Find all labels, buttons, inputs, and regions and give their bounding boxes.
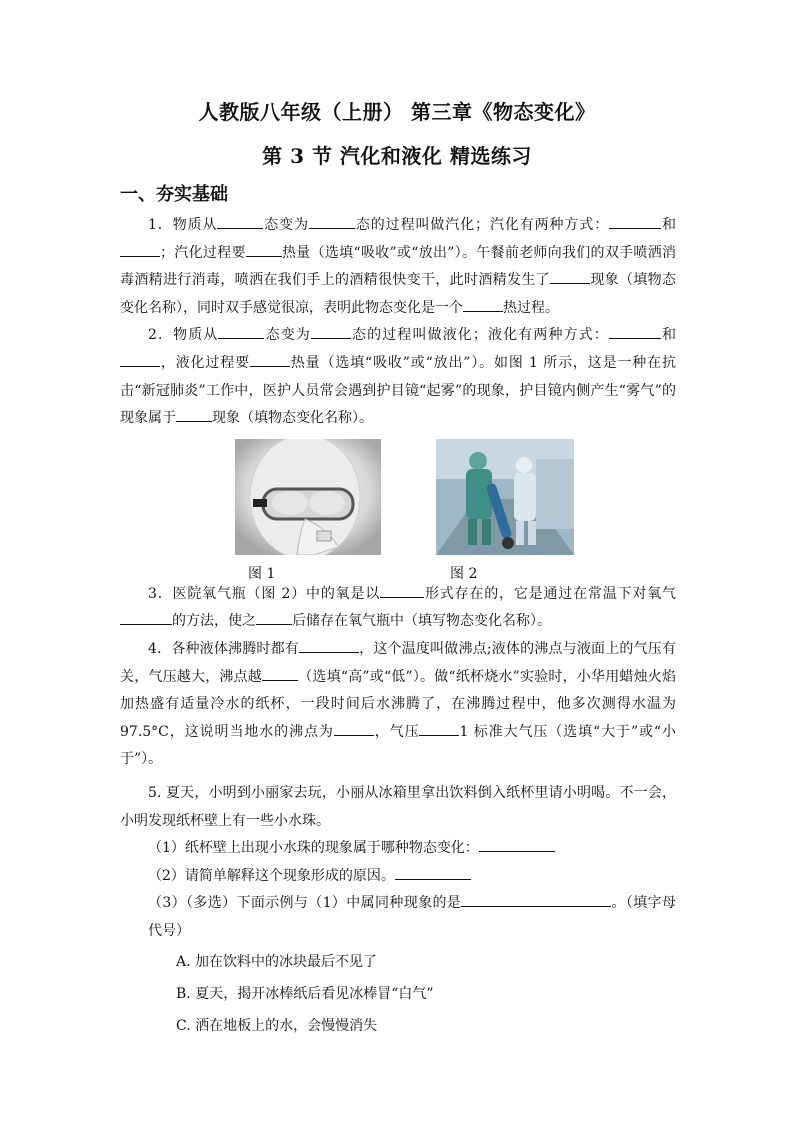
answer-blank[interactable] xyxy=(550,268,590,284)
question-body xyxy=(120,212,676,1040)
figure-1-goggles-image xyxy=(235,439,381,555)
q1-text: 热过程。 xyxy=(503,299,559,316)
q4-text: ，这个温度叫做沸点;液体的沸点与液面上的气压有关，气压越大，沸点越 xyxy=(120,640,676,685)
q3-text: 的方法，使之 xyxy=(172,613,256,630)
option-a: A. 加在饮料中的冰块最后不见了 xyxy=(176,954,378,971)
answer-blank[interactable] xyxy=(217,213,263,229)
answer-blank[interactable] xyxy=(334,720,374,736)
q1-text: 和 xyxy=(661,217,677,233)
answer-blank[interactable] xyxy=(609,323,661,339)
page-title: 人教版八年级（上册） 第三章《物态变化》 xyxy=(198,100,596,124)
answer-blank[interactable] xyxy=(218,323,264,339)
q2-text: 态变为 xyxy=(264,327,311,344)
question-2 xyxy=(120,322,676,432)
question-5-part-1 xyxy=(120,835,676,863)
question-4 xyxy=(120,636,676,774)
answer-blank[interactable] xyxy=(311,323,351,339)
answer-blank[interactable] xyxy=(395,864,471,880)
q3-text: 后储存在氧气瓶中（填写物态变化名称）。 xyxy=(292,613,551,630)
answer-blank[interactable] xyxy=(609,213,661,229)
q1-text: 现象（填物态变化名称），同时双手感觉很凉，表明此物态变化是一个 xyxy=(120,272,676,316)
answer-blank[interactable] xyxy=(309,213,355,229)
answer-blank[interactable] xyxy=(479,836,555,852)
answer-blank[interactable] xyxy=(299,637,359,653)
q2-text: 态的过程叫做液化；液化有两种方式： xyxy=(350,327,609,344)
question-5-part-3 xyxy=(120,890,676,945)
q4-text: （选填“高”或“低”）。做“纸杯烧水”实验时，小华用蜡烛火焰加热盛有适量冷水的纸杯，一段时间后水沸腾了，在沸腾过程中，他多次测得水温为 97.5°C，这说明当地水的沸点为 xyxy=(120,668,676,740)
q2-text: ，液化过程要 xyxy=(160,354,250,371)
answer-blank[interactable] xyxy=(246,241,282,257)
question-5-stem: 5. 夏天，小明到小丽家去玩，小丽从冰箱里拿出饮料倒入纸杯里请小明喝。不一会，小明发现纸杯壁上有一些小水珠。 xyxy=(120,784,676,829)
answer-blank[interactable] xyxy=(463,296,503,312)
q3-text: 3．医院氧气瓶（图 2）中的氧是以 xyxy=(148,585,381,602)
q4-text: 1 标准大气压（选填“大于”或“小于”）。 xyxy=(120,723,676,768)
q2-text: 2．物质从 xyxy=(148,327,219,344)
q2-text: 和 xyxy=(660,327,677,344)
q5-text: （3）（多选）下面示例与（1）中属同种现象的是 xyxy=(148,895,462,912)
answer-blank[interactable] xyxy=(262,665,298,681)
option-b: B. 夏天，揭开冰棒纸后看见冰棒冒“白气” xyxy=(176,986,434,1003)
question-3 xyxy=(120,581,676,636)
answer-blank[interactable] xyxy=(176,406,212,422)
answer-blank[interactable] xyxy=(380,582,424,598)
q1-text: ；汽化过程要 xyxy=(160,244,246,261)
figures-row xyxy=(120,439,676,581)
option-c: C. 洒在地板上的水，会慢慢消失 xyxy=(176,1017,378,1034)
answer-blank[interactable] xyxy=(256,609,292,625)
q4-text: ，气压 xyxy=(373,723,420,740)
q1-text: 态的过程叫做汽化；汽化有两种方式： xyxy=(354,217,610,233)
q5-text: （1）纸杯壁上出现小水珠的现象属于哪种物态变化： xyxy=(148,840,479,857)
q2-text: 热量（选填“吸收”或“放出”）。如图 1 所示，这是一种在抗击“新冠肺炎”工作中，医护人员常会遇到护目镜“起雾”的现象，护目镜内侧产生“雾气”的现象属于 xyxy=(120,354,677,427)
answer-blank[interactable] xyxy=(120,609,172,625)
q4-text: 4．各种液体沸腾时都有 xyxy=(148,640,299,657)
answer-blank[interactable] xyxy=(419,720,459,736)
answer-blank[interactable] xyxy=(120,241,160,257)
answer-blank[interactable] xyxy=(250,351,290,367)
question-1 xyxy=(120,212,676,322)
answer-blank[interactable] xyxy=(120,351,160,367)
figure-1-caption: 图 1 xyxy=(248,565,276,582)
q3-text: 形式存在的，它是通过在常温下对氧气 xyxy=(424,585,677,602)
question-5-part-2 xyxy=(120,863,676,891)
q1-text: 热量（选填“吸收”或“放出”）。午餐前老师向我们的双手喷洒消毒酒精进行消毒，喷洒在我们手上的酒精很快变干，此时酒精发生了 xyxy=(120,244,676,289)
figure-2-caption: 图 2 xyxy=(450,565,478,582)
q1-text: 1．物质从 xyxy=(148,217,218,233)
page-subtitle: 第 3 节 汽化和液化 精选练习 xyxy=(262,144,532,168)
q5-text: （2）请简单解释这个现象形成的原因。 xyxy=(148,867,395,884)
q2-text: 现象（填物态变化名称）。 xyxy=(212,410,373,427)
figure-2-oxygen-cylinder-image xyxy=(436,439,574,555)
answer-blank[interactable] xyxy=(461,891,611,907)
q1-text: 态变为 xyxy=(263,217,309,233)
section-heading: 一、夯实基础 xyxy=(120,184,228,205)
q5-text: 。（填字母代号） xyxy=(148,895,676,939)
